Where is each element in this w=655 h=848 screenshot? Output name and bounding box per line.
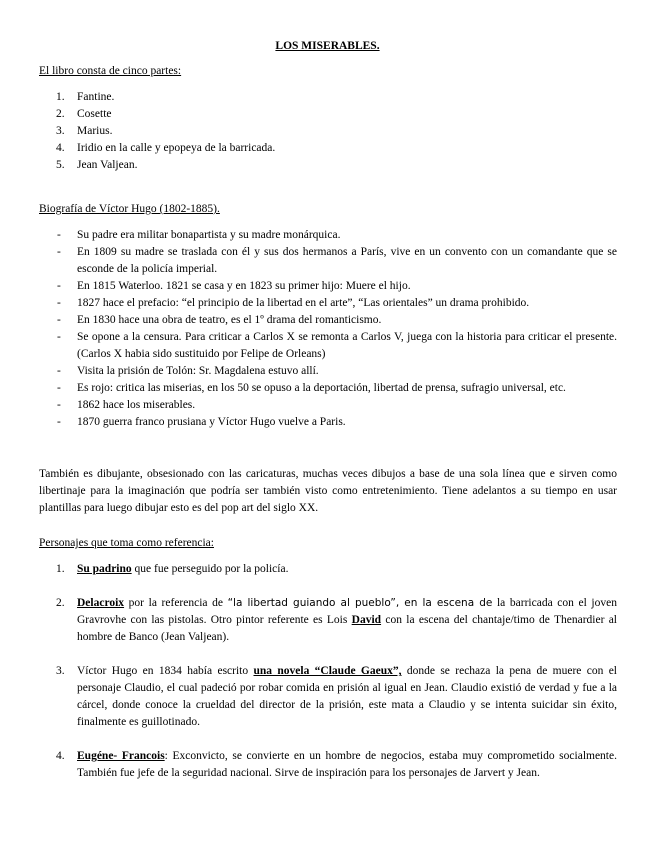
item-number: 4. xyxy=(56,142,65,154)
list-item xyxy=(39,312,617,329)
painting-quote: “la libertad guiando al pueblo”, en la escena de xyxy=(227,597,493,609)
list-item xyxy=(39,295,617,312)
list-item xyxy=(39,561,617,578)
item-number: 1. xyxy=(56,91,65,103)
item-text: la barricada con el joven Gravrovhe con las pistolas. Otro pintor referente es Lois xyxy=(77,597,617,626)
character-name: Eugéne- Francois xyxy=(77,750,165,762)
item-text: Se opone a la censura. Para criticar a Carlos X se remonta a Carlos V, juega con la historia para criticar el presente. (Carlos X habia sido sustituido por Felipe de Orleans) xyxy=(77,331,617,360)
list-item xyxy=(39,363,617,380)
dash-bullet: - xyxy=(57,399,61,411)
novel-title: una novela “Claude Gaeux”, xyxy=(253,665,402,677)
item-text: En 1815 Waterloo. 1821 se casa y en 1823 su primer hijo: Muere el hijo. xyxy=(77,280,411,292)
list-item xyxy=(39,595,617,646)
list-item xyxy=(39,244,617,278)
list-item xyxy=(39,329,617,363)
characters-heading: Personajes que toma como referencia: xyxy=(39,537,214,549)
list-item xyxy=(39,414,617,431)
character-name: Delacroix xyxy=(77,597,125,609)
item-number: 3. xyxy=(56,665,65,677)
item-text: Jean Valjean. xyxy=(77,159,138,171)
item-text: donde se rechaza la pena de muere con el personaje Claudio, el cual padeció por robar comida en prisión al igual en Jean. Claudio existió de verdad y fue a la cárcel, donde conoce la crueldad del director de la prisión, este mata a Claudio y se intenta suicidar sin éxito, finalmente es guillotinado. xyxy=(77,665,617,728)
dash-bullet: - xyxy=(57,382,61,394)
item-text: En 1809 su madre se traslada con él y sus dos hermanos a París, vive en un convento con un comandante que se esconde de la policía imperial. xyxy=(77,246,617,275)
item-text: Es rojo: critica las miserias, en los 50 se opuso a la deportación, libertad de prensa, sufragio universal, etc. xyxy=(77,382,566,394)
bio-heading: Biografía de Víctor Hugo (1802-1885). xyxy=(39,203,220,215)
list-item xyxy=(39,380,617,397)
item-text: 1827 hace el prefacio: “el principio de la libertad en el arte”, “Las orientales” un drama prohibido. xyxy=(77,297,530,309)
item-text: Marius. xyxy=(77,125,113,137)
parts-heading: El libro consta de cinco partes: xyxy=(39,65,182,77)
dash-bullet: - xyxy=(57,331,61,343)
item-number: 4. xyxy=(56,750,65,762)
list-item xyxy=(39,140,619,157)
item-text: Fantine. xyxy=(77,91,115,103)
drawing-paragraph: También es dibujante, obsesionado con las caricaturas, muchas veces dibujos a base de una sola línea que e sirven como libertinaje para la imaginación que podría ser también visto como entretenimiento. Tiene adelantos a su tiempo en usar plantillas para luego dibujar esto es del pop art del siglo XX. xyxy=(39,468,617,514)
item-text: que fue perseguido por la policía. xyxy=(131,563,289,575)
item-text: Víctor Hugo en 1834 había escrito xyxy=(77,665,254,677)
list-item xyxy=(39,227,617,244)
item-text: En 1830 hace una obra de teatro, es el 1º drama del romanticismo. xyxy=(77,314,382,326)
item-number: 2. xyxy=(56,108,65,120)
bio-list xyxy=(39,227,617,431)
characters-list xyxy=(39,561,617,799)
list-item xyxy=(39,397,617,414)
item-text: Su padre era militar bonapartista y su madre monárquica. xyxy=(77,229,341,241)
list-item xyxy=(39,157,619,174)
item-number: 1. xyxy=(56,563,65,575)
character-name: Su padrino xyxy=(77,563,132,575)
item-number: 3. xyxy=(56,125,65,137)
dash-bullet: - xyxy=(57,280,61,292)
character-name: David xyxy=(351,614,382,626)
parts-list xyxy=(39,89,619,174)
item-text: 1862 hace los miserables. xyxy=(77,399,196,411)
dash-bullet: - xyxy=(57,365,61,377)
item-text: : Exconvicto, se convierte en un hombre de negocios, estaba muy comprometido socialmente. También fue jefe de la seguridad nacional. Sirve de inspiración para los personajes de Jarvert y Jean. xyxy=(77,750,617,779)
item-text: Iridio en la calle y epopeya de la barricada. xyxy=(77,142,276,154)
list-item xyxy=(39,663,617,731)
dash-bullet: - xyxy=(57,314,61,326)
list-item xyxy=(39,123,619,140)
page-title: LOS MISERABLES. xyxy=(275,40,380,52)
dash-bullet: - xyxy=(57,229,61,241)
item-text: Cosette xyxy=(77,108,112,120)
item-text: Visita la prisión de Tolón: Sr. Magdalena estuvo allí. xyxy=(77,365,319,377)
dash-bullet: - xyxy=(57,246,61,258)
item-number: 5. xyxy=(56,159,65,171)
item-text: 1870 guerra franco prusiana y Víctor Hugo vuelve a Paris. xyxy=(77,416,346,428)
list-item xyxy=(39,106,619,123)
dash-bullet: - xyxy=(57,297,61,309)
list-item xyxy=(39,748,617,782)
dash-bullet: - xyxy=(57,416,61,428)
item-number: 2. xyxy=(56,597,65,609)
list-item xyxy=(39,278,617,295)
list-item xyxy=(39,89,619,106)
item-text: por la referencia de xyxy=(124,597,228,609)
item-text: con la escena del chantaje/timo de Thenardier al hombre de Banco (Jean Valjean). xyxy=(77,614,617,643)
